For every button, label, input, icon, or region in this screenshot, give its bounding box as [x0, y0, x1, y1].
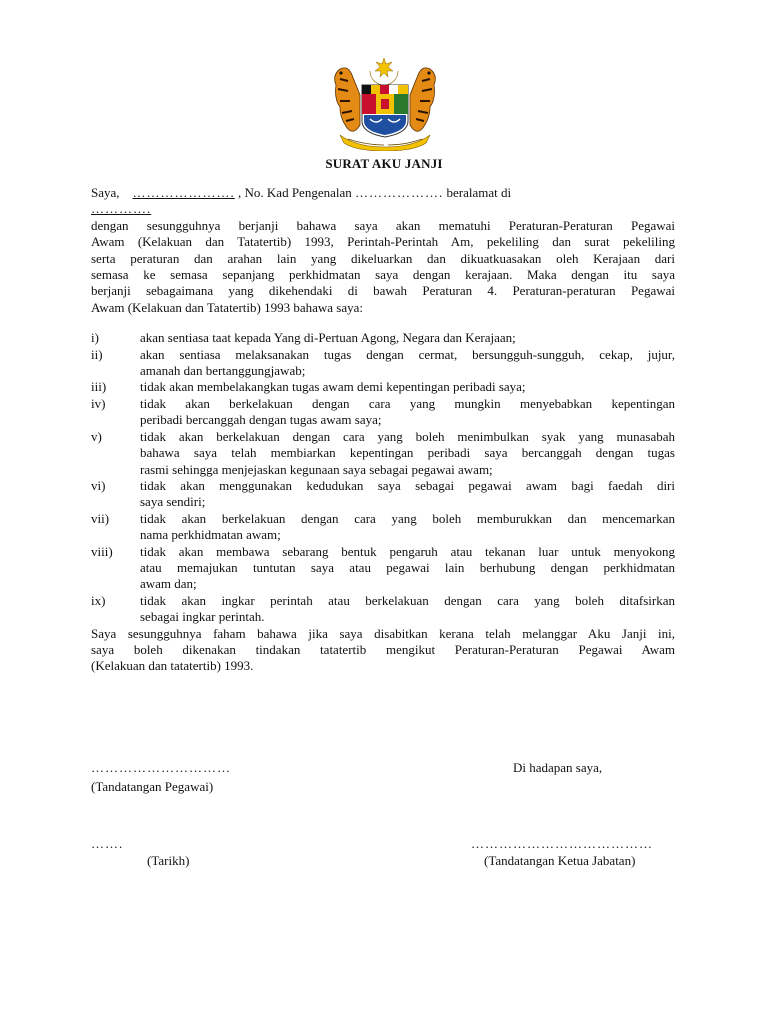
list-item: [91, 330, 675, 346]
paragraph-line: semasa ke semasa sepanjang perkhidmatan saya dengan kerajaan. Maka dengan itu saya: [91, 267, 675, 283]
item-text: akan sentiasa melaksanakan tugas dengan cermat, bersungguh-sungguh, cekap, jujur,: [140, 346, 675, 362]
list-item: [91, 593, 675, 626]
paragraph-line: dengan sesungguhnya berjanji bahawa saya akan mematuhi Peraturan-Peraturan Pegawai: [91, 217, 675, 233]
item-number: iv): [91, 395, 106, 411]
item-text: bahawa saya telah membiarkan kepentingan peribadi saya bercanggah dengan tugas: [140, 445, 675, 461]
paragraph-line: serta peraturan dan arahan lain yang dikeluarkan dan dikuatkuasakan oleh Kerajaan dari: [91, 250, 675, 266]
item-text: peribadi bercanggah dengan tugas awam saya;: [140, 412, 382, 428]
intro-line: [91, 185, 675, 201]
item-number: ix): [91, 592, 106, 608]
item-number: ii): [91, 346, 103, 362]
address-field[interactable]: ………….: [91, 201, 152, 217]
list-item: [91, 544, 675, 593]
item-text: tidak akan berkelakuan dengan cara yang boleh menimbulkan syak yang munasabah: [140, 428, 675, 444]
item-text: tidak akan menggunakan kedudukan saya sebagai pegawai awam bagi faedah diri: [140, 477, 675, 493]
coat-of-arms-emblem: [326, 55, 444, 151]
undertaking-list: [91, 330, 675, 625]
paragraph-line: berjanji sebagaimana yang dikehendaki di bawah Peraturan 4. Peraturan-peraturan Pegawai: [91, 283, 675, 299]
item-number: iii): [91, 379, 107, 395]
address-line: [91, 201, 675, 217]
ic-number-field[interactable]: ……………….: [355, 185, 444, 200]
declaration-body: [91, 185, 675, 675]
item-text: awam dan;: [140, 576, 197, 592]
witness-intro: Di hadapan saya,: [513, 760, 603, 775]
item-number: viii): [91, 543, 113, 559]
item-text: rasmi sehingga menjejaskan kegunaan saya sebagai pegawai awam;: [140, 461, 493, 477]
head-signature-label: (Tandatangan Ketua Jabatan): [484, 853, 636, 868]
item-text: sebagai ingkar perintah.: [140, 609, 265, 625]
list-item: [91, 478, 675, 511]
item-text: akan sentiasa taat kepada Yang di-Pertuan Agong, Negara dan Kerajaan;: [140, 330, 516, 346]
head-signature-line[interactable]: …………………………………: [471, 836, 653, 851]
list-item: [91, 396, 675, 429]
closing-line: (Kelakuan dan tatatertib) 1993.: [91, 658, 254, 674]
item-text: amanah dan bertanggungjawab;: [140, 363, 306, 379]
officer-signature-label: (Tandatangan Pegawai): [91, 779, 214, 794]
item-number: vii): [91, 510, 110, 526]
item-text: saya sendiri;: [140, 494, 206, 510]
saya-label: Saya,: [91, 185, 120, 200]
item-text: tidak akan berkelakuan dengan cara yang mungkin menyebabkan kepentingan: [140, 395, 675, 411]
closing-line: saya boleh dikenakan tindakan tatatertib mengikut Peraturan-Peraturan Pegawai Awam: [91, 641, 675, 657]
address-label: beralamat di: [446, 185, 512, 200]
item-text: nama perkhidmatan awam;: [140, 527, 281, 543]
item-number: vi): [91, 477, 106, 493]
date-line[interactable]: …….: [91, 836, 124, 851]
name-field[interactable]: ………………….: [132, 185, 235, 200]
paragraph-line: Awam (Kelakuan dan Tatatertib) 1993, Perintah-Perintah Am, pekeliling dan surat pekeliling: [91, 234, 675, 250]
closing-line: Saya sesungguhnya faham bahawa jika saya disabitkan kerana telah melanggar Aku Janji ini,: [91, 625, 675, 641]
item-text: tidak akan berkelakuan dengan cara yang boleh memburukkan dan mencemarkan: [140, 510, 675, 526]
date-label: (Tarikh): [147, 853, 190, 868]
item-text: tidak akan ingkar perintah atau berkelakuan dengan cara yang boleh ditafsirkan: [140, 592, 675, 608]
item-text: tidak akan membelakangkan tugas awam demi kepentingan peribadi saya;: [140, 379, 526, 395]
list-item: [91, 347, 675, 380]
officer-signature-line[interactable]: …………………………: [91, 760, 231, 775]
item-number: v): [91, 428, 102, 444]
paragraph-line: Awam (Kelakuan dan Tatatertib) 1993 bahawa saya:: [91, 299, 363, 315]
item-text: atau memajukan tuntutan saya atau pegawai lain berhubung dengan perkhidmatan: [140, 559, 675, 575]
document-title: SURAT AKU JANJI: [325, 156, 443, 171]
undertaking-paragraph: [91, 218, 675, 316]
list-item: [91, 429, 675, 478]
closing-paragraph: [91, 626, 675, 675]
ic-label: , No. Kad Pengenalan: [238, 185, 352, 200]
item-text: tidak akan membawa sebarang bentuk pengaruh atau tekanan luar untuk menyokong: [140, 543, 675, 559]
list-item: [91, 511, 675, 544]
list-item: [91, 379, 675, 395]
item-number: i): [91, 330, 99, 346]
